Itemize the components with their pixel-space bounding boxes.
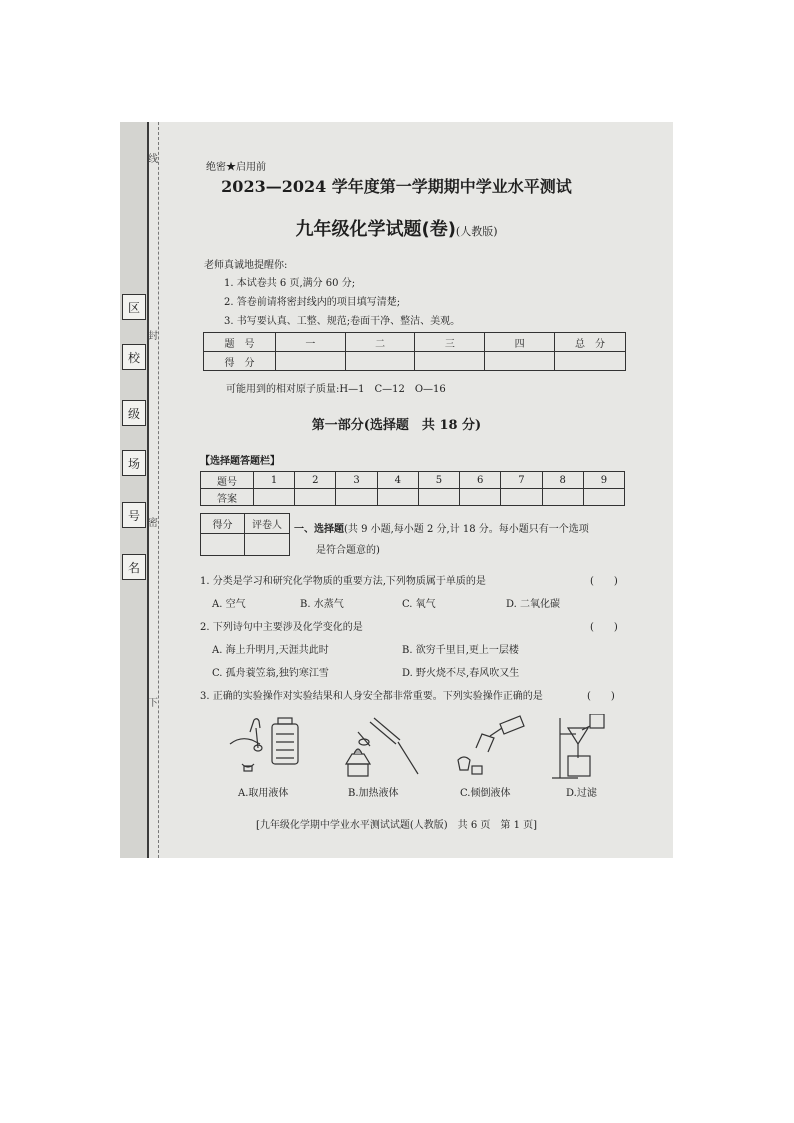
binding-box-label: 名 <box>127 560 140 575</box>
score-cell[interactable] <box>415 352 485 371</box>
answer-cell[interactable] <box>501 489 542 506</box>
section1-desc: (共 9 小题,每小题 2 分,计 18 分。每小题只有一个选项 <box>344 524 589 535</box>
score-row-label: 得 分 <box>204 352 276 371</box>
answer-cell[interactable] <box>583 489 624 506</box>
figure-pour-liquid <box>442 714 552 794</box>
answer-cell[interactable] <box>460 489 501 506</box>
secret-label: 绝密★启用前 <box>206 162 266 173</box>
subtitle-line <box>120 215 673 241</box>
figure-heat-liquid <box>330 714 440 794</box>
score-cell[interactable] <box>485 352 555 371</box>
answer-number: 3 <box>336 472 377 489</box>
binding-box-label: 级 <box>127 406 140 421</box>
binding-box-label: 校 <box>127 350 140 365</box>
seal-char: 下 <box>148 698 158 709</box>
option-caption: D.过滤 <box>566 788 597 799</box>
part1-title: 第一部分(选择题 共 18 分) <box>311 418 482 433</box>
option: C. 氧气 <box>402 599 436 610</box>
score-table-header: 一 <box>275 333 345 352</box>
question-stem: 2. 下列诗句中主要涉及化学变化的是 <box>200 622 363 633</box>
score-table-header: 三 <box>415 333 485 352</box>
answer-cell[interactable] <box>377 489 418 506</box>
answer-cell[interactable] <box>418 489 459 506</box>
binding-box-exam-room <box>122 450 146 476</box>
section1-title: 一、选择题 <box>294 524 344 535</box>
binding-box-school <box>122 344 146 370</box>
question-stem: 3. 正确的实验操作对实验结果和人身安全都非常重要。下列实验操作正确的是 <box>200 691 543 702</box>
binding-box-label: 区 <box>127 300 140 315</box>
score-cell[interactable] <box>345 352 415 371</box>
reminder-heading: 老师真诚地提醒你: <box>204 260 288 271</box>
grader-score-cell[interactable] <box>201 534 245 556</box>
seal-char: 线 <box>148 154 158 165</box>
section1-desc-cont: 是符合题意的) <box>316 545 380 556</box>
answer-cell[interactable] <box>542 489 583 506</box>
binding-box-label: 场 <box>127 456 140 471</box>
score-table-header: 二 <box>345 333 415 352</box>
reminder-item: 3. 书写要认真、工整、规范;卷面干净、整洁、美观。 <box>224 316 461 327</box>
binding-box-district <box>122 294 146 320</box>
exam-edition: (人教版) <box>455 225 498 238</box>
exam-subtitle: 九年级化学试题(卷) <box>295 219 456 240</box>
question-stem: 1. 分类是学习和研究化学物质的重要方法,下列物质属于单质的是 <box>200 576 486 587</box>
answer-number: 6 <box>460 472 501 489</box>
page-footer: [九年级化学期中学业水平测试试题(人教版) 共 6 页 第 1 页] <box>255 820 538 831</box>
seal-char: 密 <box>148 518 158 529</box>
answer-number: 2 <box>295 472 336 489</box>
answer-paren: ( ) <box>590 622 618 633</box>
option-caption: B.加热液体 <box>348 788 399 799</box>
figure-take-liquid <box>220 714 330 794</box>
option: A. 空气 <box>212 599 246 610</box>
score-cell[interactable] <box>555 352 626 371</box>
answer-table-row-label: 题号 <box>201 472 254 489</box>
option: B. 水蒸气 <box>300 599 344 610</box>
answer-number: 8 <box>542 472 583 489</box>
reminder-item: 2. 答卷前请将密封线内的项目填写清楚; <box>224 297 401 308</box>
option: B. 欲穷千里目,更上一层楼 <box>402 645 519 656</box>
answer-number: 1 <box>254 472 295 489</box>
answer-number: 9 <box>583 472 624 489</box>
score-table-header: 总 分 <box>555 333 626 352</box>
atomic-masses: 可能用到的相对原子质量:H—1 C—12 O—16 <box>226 384 446 395</box>
answer-number: 5 <box>418 472 459 489</box>
answer-bar-title: 【选择题答题栏】 <box>200 456 280 467</box>
answer-paren: ( ) <box>590 576 618 587</box>
score-table-header: 题 号 <box>204 333 276 352</box>
answer-number: 4 <box>377 472 418 489</box>
binding-box-name <box>122 554 146 580</box>
answer-table-row-label: 答案 <box>201 489 254 506</box>
option: D. 野火烧不尽,春风吹又生 <box>402 668 520 679</box>
option-caption: C.倾倒液体 <box>460 788 511 799</box>
score-table <box>203 332 626 371</box>
reminder-item: 1. 本试卷共 6 页,满分 60 分; <box>224 278 356 289</box>
grader-table <box>200 513 290 556</box>
answer-paren: ( ) <box>587 691 615 702</box>
answer-table <box>200 471 625 506</box>
option: C. 孤舟蓑笠翁,独钓寒江雪 <box>212 668 329 679</box>
figure-filtration <box>546 714 656 794</box>
answer-cell[interactable] <box>254 489 295 506</box>
binding-box-label: 号 <box>127 508 140 523</box>
option: A. 海上升明月,天涯共此时 <box>212 645 329 656</box>
answer-cell[interactable] <box>336 489 377 506</box>
grader-name-label: 评卷人 <box>245 514 290 534</box>
section1-header <box>294 520 589 535</box>
answer-cell[interactable] <box>295 489 336 506</box>
answer-number: 7 <box>501 472 542 489</box>
score-table-header: 四 <box>485 333 555 352</box>
exam-title: 2023—2024 学年度第一学期期中学业水平测试 <box>221 177 572 196</box>
exam-photo <box>120 122 673 858</box>
score-cell[interactable] <box>275 352 345 371</box>
grader-score-label: 得分 <box>201 514 245 534</box>
grader-name-cell[interactable] <box>245 534 290 556</box>
binding-box-seat-number <box>122 502 146 528</box>
option-caption: A.取用液体 <box>238 788 289 799</box>
seal-char: 封 <box>148 331 158 342</box>
option: D. 二氧化碳 <box>506 599 561 610</box>
